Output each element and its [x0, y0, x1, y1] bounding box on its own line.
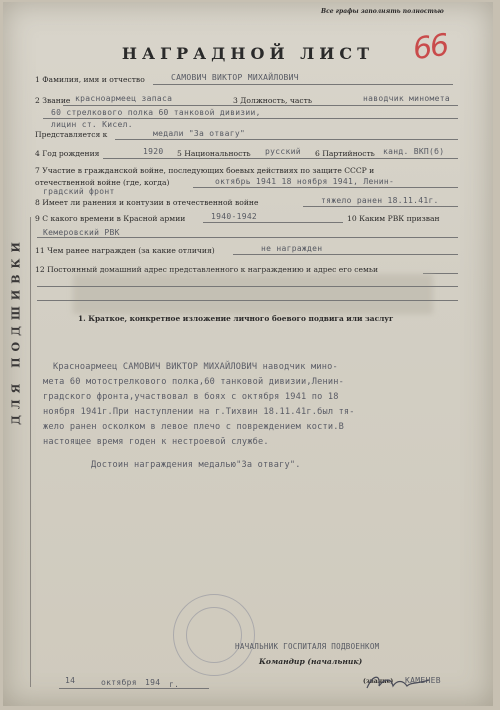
date-year-suffix: г.: [169, 680, 180, 689]
presented-value: медали "За отвагу": [153, 129, 246, 138]
field-7-label-line2: отечественной войне (где, когда): [35, 178, 170, 187]
address-rule-1: [37, 286, 458, 287]
field-11-label: 11 Чем ранее награжден (за какие отличия): [35, 246, 215, 255]
field-3-label: 3 Должность, часть: [233, 96, 312, 105]
field-9-label: 9 С какого времени в Красной армии: [35, 214, 186, 223]
award-sheet: [3, 2, 493, 706]
field-4-label: 4 Год рождения: [35, 149, 100, 158]
field-1-rule: [153, 84, 453, 85]
field-3-rule-2: [43, 118, 458, 119]
commander-label: Командир (начальник): [259, 657, 363, 666]
section-heading: 1. Краткое, конкретное изложение личного боевого подвига или заслуг: [78, 314, 394, 323]
narrative-line: настоящее время годен к нестроевой службе.: [43, 437, 269, 447]
field-5-label: 5 Национальность: [177, 149, 251, 158]
field-4-rule: [103, 158, 458, 159]
archive-number-mark: 66: [410, 27, 450, 68]
field-6-value: канд. ВКП(б): [383, 147, 445, 156]
field-2-label: 2 Звание: [35, 96, 71, 105]
field-6-label: 6 Партийность: [315, 149, 375, 158]
field-10-value: Кемеровский РВК: [43, 228, 120, 237]
field-10-rule: [37, 237, 458, 238]
presented-label: Представляется к: [35, 130, 108, 139]
date-day: 14: [65, 676, 76, 685]
field-7-label: 7 Участие в гражданской войне, последующих боевых действиях по защите СССР и: [35, 166, 375, 175]
redacted-address-area: [73, 274, 433, 314]
presented-rule: [115, 139, 458, 140]
field-7-rule: [193, 187, 458, 188]
address-rule-2: [37, 300, 458, 301]
field-11-value: не награжден: [261, 244, 323, 253]
field-7-value-line2: градский фронт: [43, 187, 115, 196]
commander-role: НАЧАЛЬНИК ГОСПИТАЛЯ ПОДВОЕНКОМ: [235, 642, 380, 651]
narrative-line: мета 60 мотострелкового полка,60 танковой дивизии,Ленин-: [43, 377, 344, 387]
field-8-value: тяжело ранен 18.11.41г.: [321, 196, 439, 205]
field-9-rule: [203, 222, 343, 223]
field-2-rule: [63, 105, 458, 106]
commander-name: КАМЕНЕВ: [405, 676, 441, 685]
field-1-label: 1 Фамилия, имя и отчество: [35, 75, 145, 84]
handwritten-signature: [363, 670, 433, 694]
round-seal-stamp: [173, 594, 255, 676]
field-2-value: красноармеец запаса: [75, 94, 173, 103]
narrative-line: жело ранен осколком в левое плечо с повреждением кости.В: [43, 422, 344, 432]
side-margin-label: ДЛЯ ПОДШИВКИ: [9, 236, 23, 425]
narrative-line: ноября 1941г.При наступлении на г.Тихвин 18.11.41г.был тя-: [43, 407, 355, 417]
narrative-line: градского фронта,участвовал в боях с октября 1941 по 18: [43, 392, 339, 402]
date-year: 194: [145, 678, 161, 687]
field-8-label: 8 Имеет ли ранения и контузии в отечественной войне: [35, 198, 259, 207]
field-11-rule: [233, 254, 458, 255]
header-note: Все графы заполнять полностью: [321, 8, 444, 15]
field-12-label: 12 Постоянный домашний адрес представленного к награждению и адрес его семьи: [35, 265, 379, 274]
field-3-value: наводчик миномета: [363, 94, 450, 103]
narrative-line: Красноармеец САМОВИЧ ВИКТОР МИХАЙЛОВИЧ наводчик мино-: [53, 362, 338, 372]
field-3-value-line3: лицин ст. Кисел.: [51, 120, 133, 129]
field-5-value: русский: [265, 147, 301, 156]
narrative-conclusion: Достоин награждения медалью"За отвагу".: [91, 460, 301, 470]
date-month: октября: [101, 678, 137, 687]
field-3-value-line2: 60 стрелкового полка 60 танковой дивизии,: [51, 108, 261, 117]
document-title: НАГРАДНОЙ ЛИСТ: [121, 44, 375, 63]
date-rule: [59, 688, 209, 689]
field-10-label: 10 Каким РВК призван: [347, 214, 440, 223]
field-1-value: САМОВИЧ ВИКТОР МИХАЙЛОВИЧ: [171, 73, 299, 82]
field-8-rule: [303, 206, 458, 207]
field-4-value: 1920: [143, 147, 164, 156]
field-7-value: октябрь 1941 18 ноября 1941, Ленин-: [215, 177, 395, 186]
field-9-value: 1940-1942: [211, 212, 258, 221]
margin-line: [30, 217, 31, 687]
rank-label: (звание): [363, 678, 394, 685]
